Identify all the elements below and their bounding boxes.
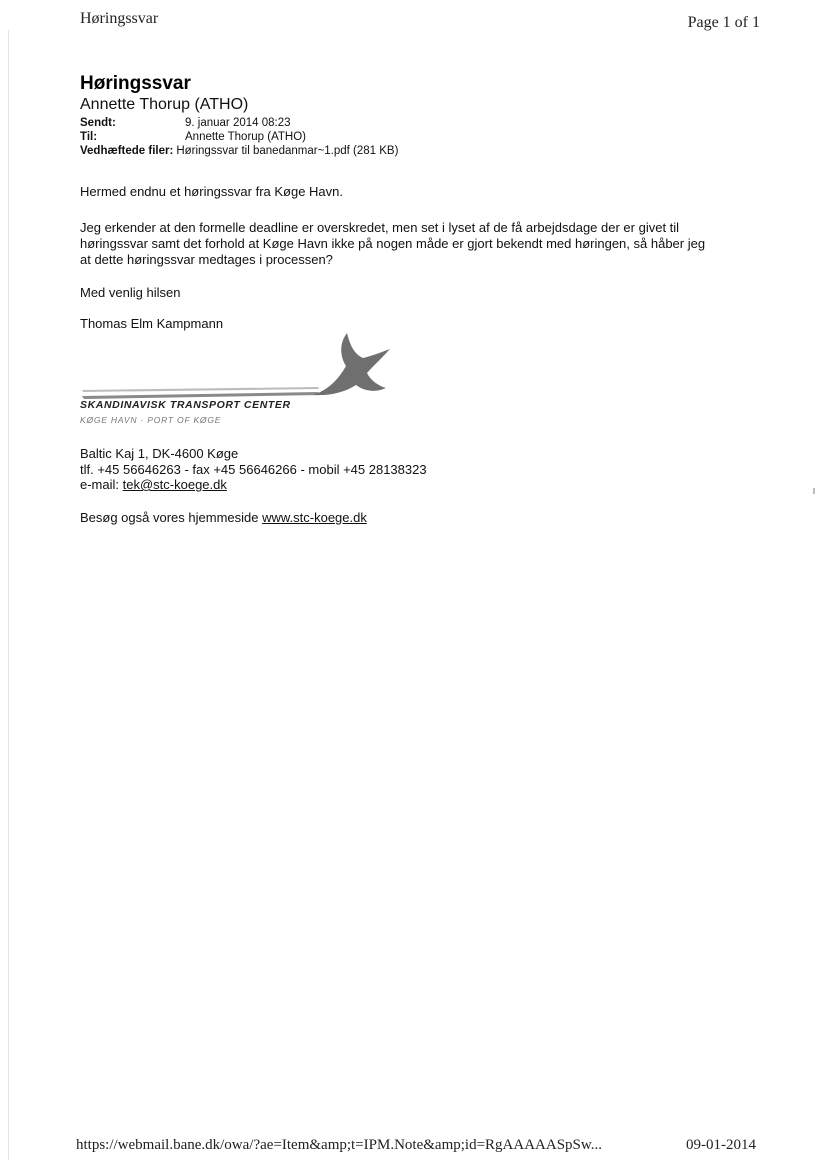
sent-row <box>80 117 291 129</box>
logo-subtitle: KØGE HAVN · PORT OF KØGE <box>80 415 222 425</box>
email-label: e-mail: <box>80 477 123 492</box>
signer-name: Thomas Elm Kampmann <box>80 316 224 331</box>
website-label: Besøg også vores hjemmeside <box>80 510 263 525</box>
paragraph-line: Jeg erkender at den formelle deadline er overskredet, men set i lyset af de få arbejdsdage der er givet til <box>80 220 680 235</box>
to-row <box>80 131 306 143</box>
to-label: Til: <box>80 131 98 143</box>
email-subject: Høringssvar <box>80 73 191 94</box>
to-value: Annette Thorup (ATHO) <box>185 131 307 143</box>
logo-company-name: SKANDINAVISK TRANSPORT CENTER <box>80 399 291 411</box>
address-line: Baltic Kaj 1, DK-4600 Køge <box>80 446 239 461</box>
email-line <box>80 477 227 493</box>
scan-edge-line <box>8 30 9 1160</box>
intro-line: Hermed endnu et høringssvar fra Køge Havn. <box>80 184 344 199</box>
website-line <box>80 510 367 526</box>
page-header-title: Høringssvar <box>80 10 159 27</box>
email-link[interactable]: tek@stc-koege.dk <box>122 477 227 492</box>
page-number: Page 1 of 1 <box>687 14 760 31</box>
footer-url: https://webmail.bane.dk/owa/?ae=Item&amp;t=IPM.Note&amp;id=RgAAAAASpSw... <box>76 1137 603 1153</box>
scan-mark <box>813 488 815 494</box>
phone-line: tlf. +45 56646263 - fax +45 56646266 - mobil +45 28138323 <box>80 462 427 477</box>
footer-date: 09-01-2014 <box>686 1137 756 1153</box>
closing-line: Med venlig hilsen <box>80 285 181 300</box>
attachments-row <box>80 145 398 157</box>
attachments-value: Høringssvar til banedanmar~1.pdf (281 KB) <box>176 145 399 157</box>
website-link[interactable]: www.stc-koege.dk <box>262 510 367 525</box>
email-sender: Annette Thorup (ATHO) <box>80 96 249 113</box>
sent-value: 9. januar 2014 08:23 <box>185 117 291 129</box>
sent-label: Sendt: <box>80 117 116 129</box>
paragraph-line: at dette høringssvar medtages i processen? <box>80 252 333 267</box>
paragraph-line: høringssvar samt det forhold at Køge Havn ikke på nogen måde er gjort bekendt med høringen, så håber jeg <box>80 236 706 251</box>
attachments-label: Vedhæftede filer: <box>80 145 174 157</box>
body-paragraph <box>80 220 760 268</box>
